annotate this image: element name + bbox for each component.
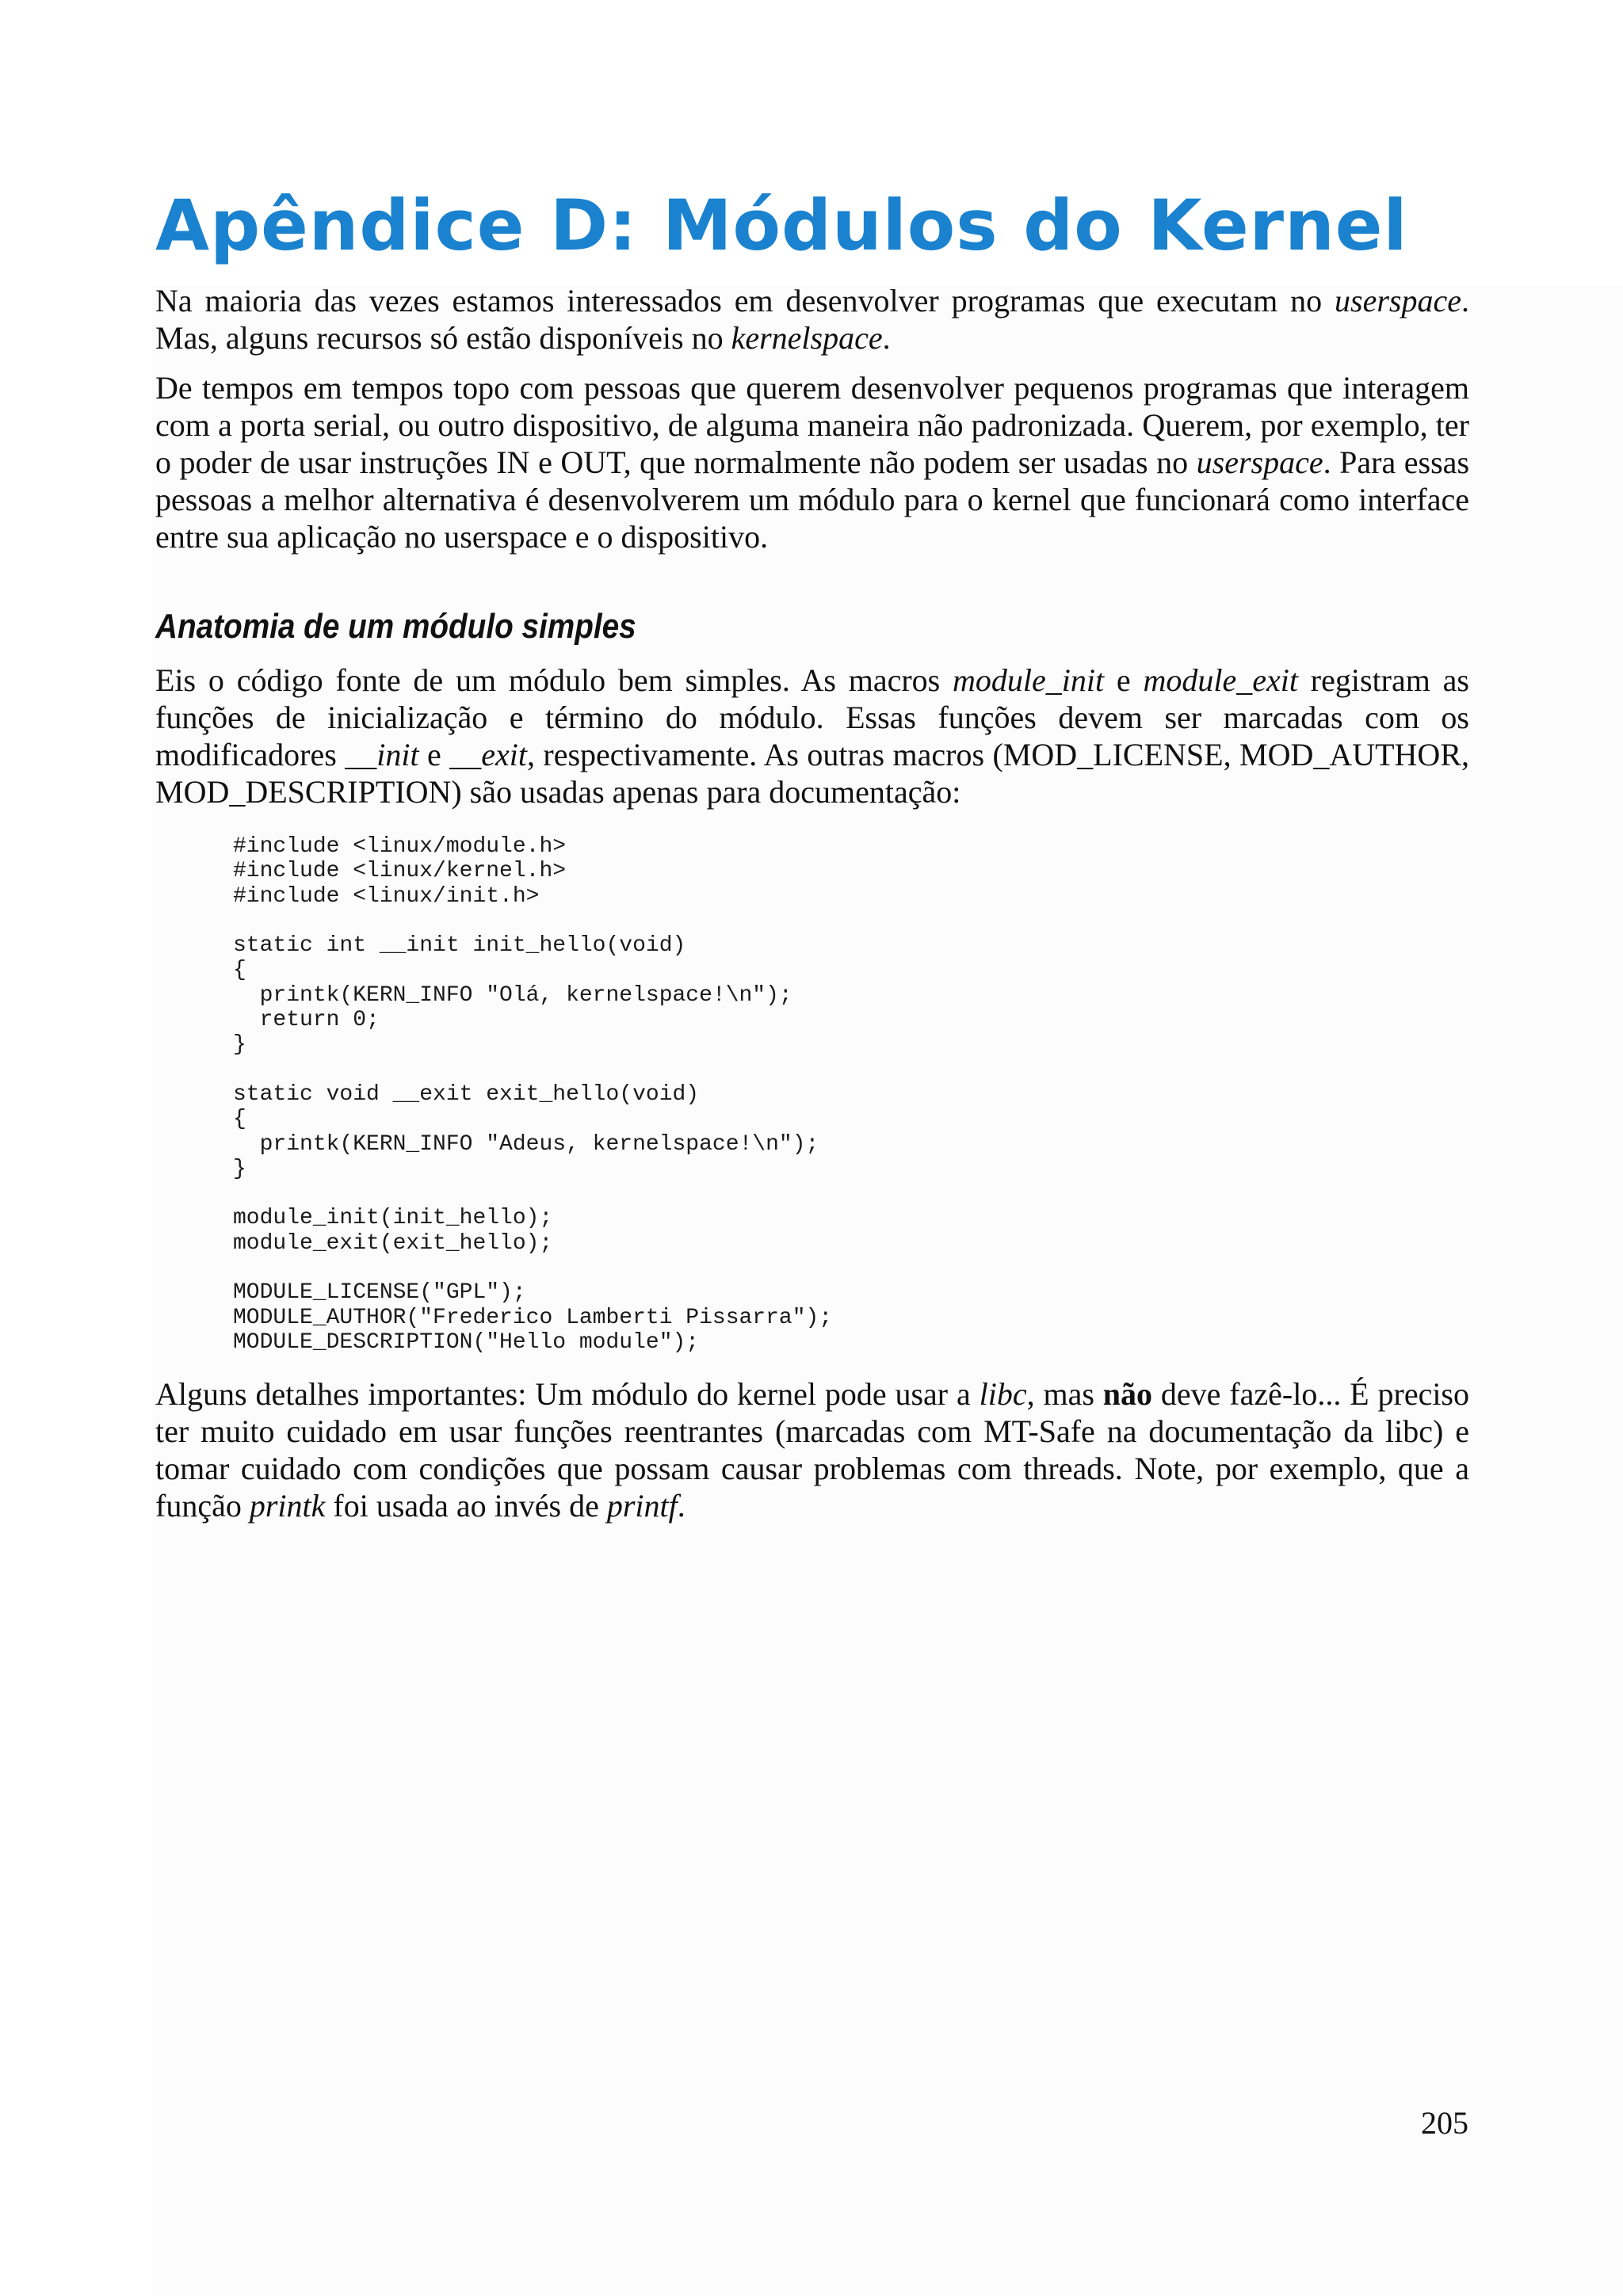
page-content bbox=[155, 182, 1469, 1537]
emphasis-module-init: module_init bbox=[953, 662, 1105, 698]
page-title: Apêndice D: Módulos do Kernel bbox=[155, 185, 1408, 266]
text-run: . Para essas pessoas a melhor alternativa é desenvolverem um módulo para o kernel que funcionará como interface entre sua aplicação no userspace e o dispositivo. bbox=[155, 444, 1470, 555]
code-listing: #include <linux/module.h> #include <linux/kernel.h> #include <linux/init.h> static int __init init_hello(void) { printk(KERN_INFO "Olá, kernelspace!\n"); return 0; } static void __exit exit_hello(void) { printk(KERN_INFO "Adeus, kernelspace!\n"); } module_init(init_hello); module_exit(exit_hello); MODULE_LICENSE("GPL"); MODULE_AUTHOR("Frederico Lamberti Pissarra"); MODULE_DESCRIPTION("Hello module"); bbox=[233, 834, 833, 1355]
text-run: e bbox=[1104, 662, 1144, 698]
intro-paragraph-1 bbox=[155, 282, 1469, 357]
bold-nao: não bbox=[1102, 1376, 1153, 1413]
text-run: De tempos em tempos topo com pessoas que querem desenvolver pequenos programas que interagem com a porta serial, ou outro dispositivo, de alguma maneira não padronizada. Querem, por exemplo, ter o poder de usar instruções IN e OUT, que normalmente não podem ser usadas no bbox=[155, 370, 1469, 480]
text-run: . bbox=[882, 320, 891, 356]
emphasis-printf: printf bbox=[606, 1488, 678, 1524]
emphasis-kernelspace: kernelspace bbox=[731, 320, 883, 356]
emphasis-userspace: userspace bbox=[1196, 444, 1323, 480]
text-run: . Mas, alguns recursos só estão disponíveis no bbox=[155, 283, 1469, 356]
emphasis-userspace: userspace bbox=[1335, 283, 1461, 318]
text-run: , respectivamente. As outras macros (MOD_LICENSE, MOD_AUTHOR, MOD_DESCRIPTION) são usadas apenas para documentação: bbox=[155, 737, 1470, 810]
emphasis-printk: printk bbox=[249, 1488, 326, 1524]
text-run: , mas bbox=[1026, 1376, 1103, 1413]
section-paragraph-2 bbox=[155, 1375, 1469, 1524]
page-number: 205 bbox=[1421, 2105, 1468, 2141]
text-run: e bbox=[418, 737, 450, 772]
section-heading: Anatomia de um módulo simples bbox=[155, 607, 636, 646]
text-run: foi usada ao invés de bbox=[325, 1488, 607, 1524]
text-run: Na maioria das vezes estamos interessados em desenvolver programas que executam no bbox=[155, 283, 1335, 318]
emphasis-libc: libc bbox=[979, 1376, 1027, 1413]
text-run: . bbox=[677, 1488, 685, 1524]
emphasis-exit: __exit bbox=[449, 737, 527, 772]
text-run: Eis o código fonte de um módulo bem simples. As macros bbox=[155, 662, 953, 698]
emphasis-module-exit: module_exit bbox=[1143, 662, 1298, 698]
text-run: Alguns detalhes importantes: Um módulo do kernel pode usar a bbox=[155, 1376, 980, 1413]
text-run: registram as funções de inicialização e término do módulo. Essas funções devem ser marcadas com os modificadores bbox=[155, 662, 1469, 772]
emphasis-init: __init bbox=[345, 737, 419, 772]
intro-paragraph-2 bbox=[155, 369, 1469, 555]
section-paragraph-1 bbox=[155, 662, 1469, 810]
text-run: deve fazê-lo... É preciso ter muito cuidado em usar funções reentrantes (marcadas com MT-Safe na documentação da libc) e tomar cuidado com condições que possam causar problemas com threads. Note, por exemplo, que a função bbox=[155, 1376, 1469, 1524]
